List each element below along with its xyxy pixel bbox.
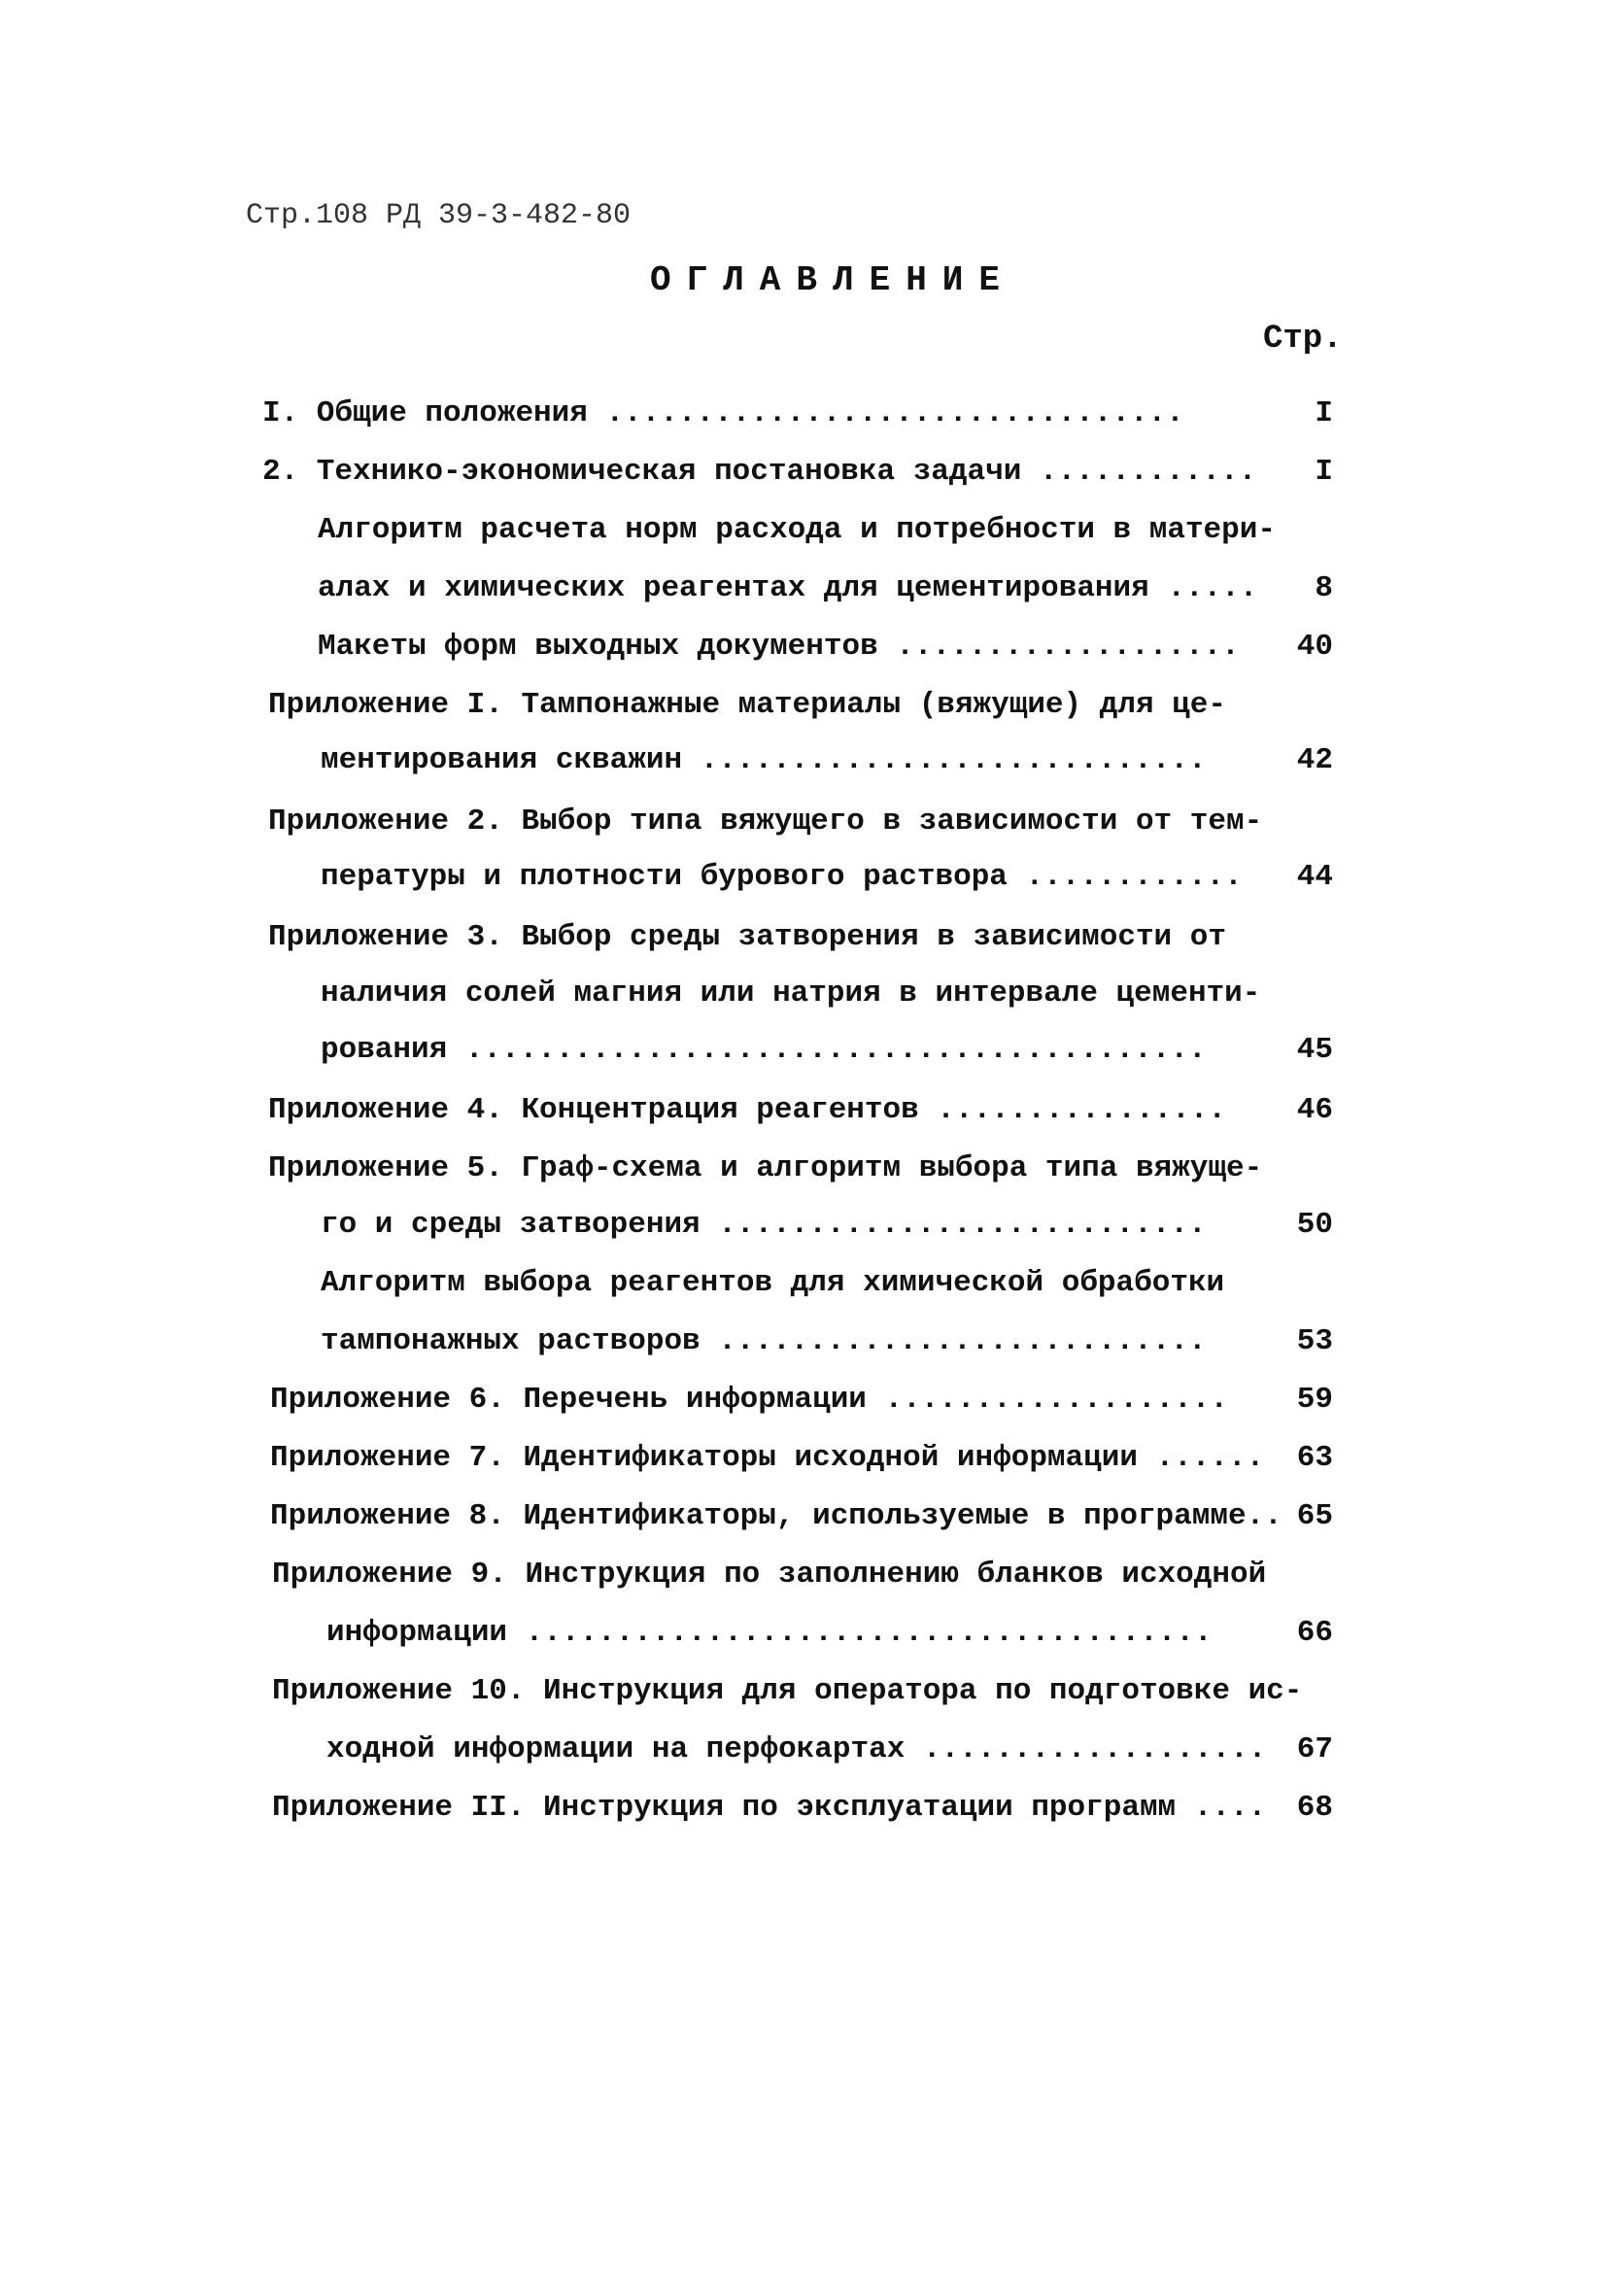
toc-entry-text: наличия солей магния или натрия в интервале цементи- <box>321 977 1261 1011</box>
toc-entry-page: 40 <box>1296 630 1333 664</box>
toc-entry-page: 63 <box>1296 1441 1333 1475</box>
toc-entry-page: 42 <box>1296 743 1333 777</box>
toc-entry-text: Алгоритм выбора реагентов для химической обработки <box>321 1266 1225 1300</box>
toc-entry-page: 50 <box>1296 1208 1333 1242</box>
toc-entry-text: Приложение 7. Идентификаторы исходной информации ...... <box>270 1441 1265 1475</box>
toc-entry-page: I <box>1315 455 1333 489</box>
toc-entry-text: го и среды затворения ........................... <box>321 1208 1207 1242</box>
toc-entry-text: пературы и плотности бурового раствора ............ <box>321 860 1243 894</box>
page-column-label: Стр. <box>1263 321 1343 358</box>
toc-entry-text: Приложение I. Тампонажные материалы (вяжущие) для це- <box>268 688 1226 722</box>
toc-entry-text: Приложение II. Инструкция по эксплуатации программ .... <box>272 1791 1267 1825</box>
toc-entry-text: ходной информации на перфокартах ................... <box>326 1732 1267 1766</box>
toc-entry-page: 67 <box>1296 1732 1333 1766</box>
toc-entry-text: рования ......................................... <box>321 1033 1207 1067</box>
toc-entry-page: 46 <box>1296 1093 1333 1127</box>
toc-entry-text: алах и химических реагентах для цементирования ..... <box>318 571 1258 605</box>
toc-entry-text: Приложение 6. Перечень информации ................... <box>270 1383 1228 1417</box>
toc-entry-page: 8 <box>1315 571 1333 605</box>
toc-entry-text: Приложение 10. Инструкция для оператора по подготовке ис- <box>272 1674 1303 1708</box>
toc-entry-text: Приложение 8. Идентификаторы, используемые в программе.. <box>270 1499 1282 1533</box>
toc-entry-text: Приложение 9. Инструкция по заполнению бланков исходной <box>272 1558 1267 1592</box>
toc-entry-page: 66 <box>1296 1616 1333 1650</box>
toc-entry-text: I. Общие положения ................................ <box>262 396 1184 430</box>
toc-entry-text: тампонажных растворов ........................... <box>321 1324 1207 1358</box>
toc-entry-text: информации ...................................... <box>326 1616 1213 1650</box>
toc-entry-text: Алгоритм расчета норм расхода и потребности в матери- <box>318 513 1276 547</box>
page-title: ОГЛАВЛЕНИЕ <box>649 260 1016 300</box>
toc-entry-page: 65 <box>1296 1499 1333 1533</box>
toc-entry-text: Приложение 2. Выбор типа вяжущего в зависимости от тем- <box>268 805 1263 839</box>
toc-entry-page: 45 <box>1296 1033 1333 1067</box>
toc-entry-text: ментирования скважин ............................ <box>321 743 1207 777</box>
toc-entry-text: Приложение 4. Концентрация реагентов ................ <box>268 1093 1226 1127</box>
toc-entry-text: 2. Технико-экономическая постановка задачи ............ <box>262 455 1257 489</box>
toc-entry-page: I <box>1315 396 1333 430</box>
toc-entry-text: Приложение 5. Граф-схема и алгоритм выбора типа вяжуще- <box>268 1151 1263 1185</box>
toc-entry-page: 53 <box>1296 1324 1333 1358</box>
toc-entry-page: 59 <box>1296 1383 1333 1417</box>
toc-entry-page: 68 <box>1296 1791 1333 1825</box>
toc-entry-page: 44 <box>1296 860 1333 894</box>
document-code: Стр.108 РД 39-3-482-80 <box>246 199 632 232</box>
toc-entry-text: Приложение 3. Выбор среды затворения в зависимости от <box>268 920 1226 954</box>
toc-entry-text: Макеты форм выходных документов ................... <box>318 630 1240 664</box>
